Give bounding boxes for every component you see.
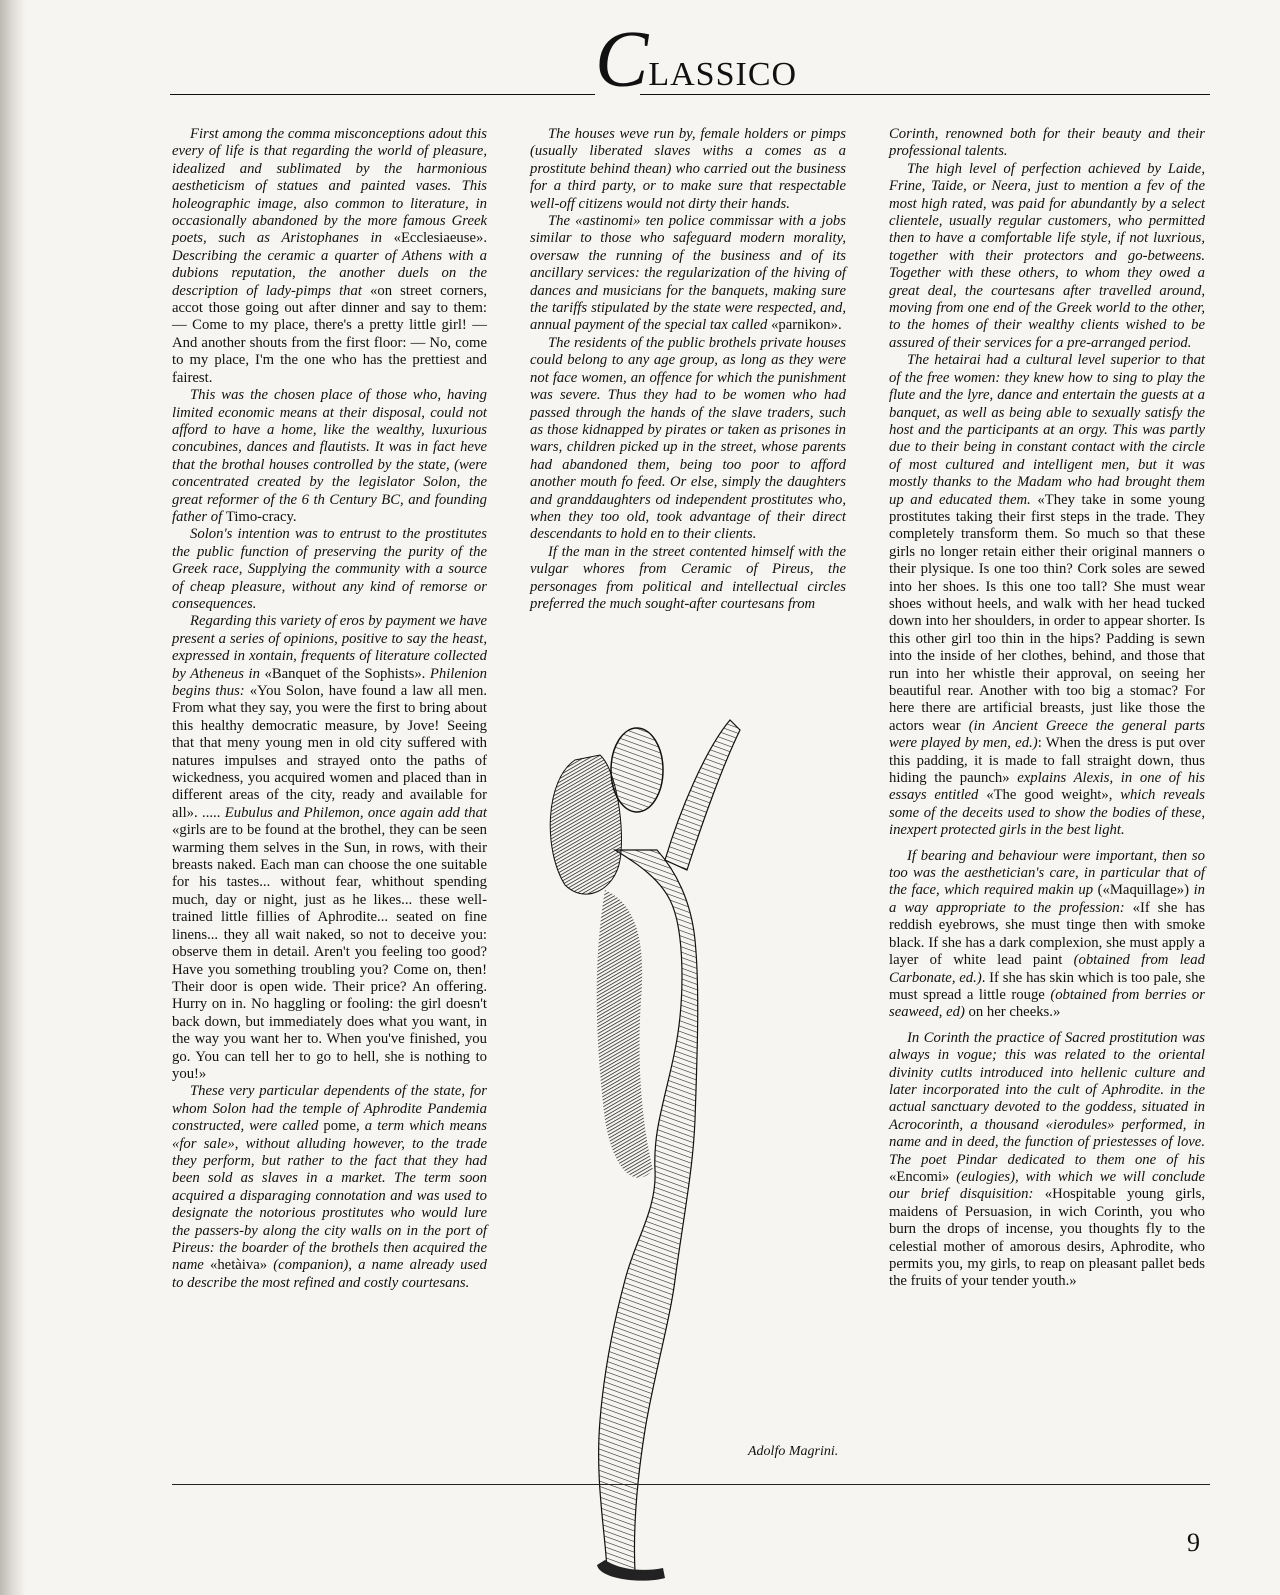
text-span: «parnikon». (771, 317, 842, 334)
footer-rule (172, 1484, 1210, 1485)
illustration-credit: Adolfo Magrini. (748, 1444, 839, 1459)
paragraph: The houses weve run by, female holders or pimps (usually liberated slaves withs a comes as a prostitute behind thean) who carried out the business for a third party, or to make sure that respectable well-off citizens would not dirty their hands. (530, 126, 846, 212)
text-span: . If she has skin which is too pale, she must spread a little rouge (889, 969, 1205, 1003)
paragraph: The high level of perfection achieved by Laide, Frine, Taide, or Neera, just to mention a fev of the most high rated, was paid for abundantly by a select clientele, usually regular customers, who permitted then to have a comfortable life style, if not luxrious, together with their protectors and go-betweens. Together with these others, to whom they owed a great deal, the courtesans after travelled around, moving from one end of the Greek world to the other, to the homes of their wealthy clients wished to be assured of their services for a pre-arranged period. (889, 160, 1205, 351)
text-span: These very particular dependents of the state, for whom Solon had the temple of Aphrodite Pandemia constructed, were called (172, 1083, 487, 1135)
text-span: Eubulus and Philemon, once again add that (224, 804, 487, 821)
text-span: pome, (323, 1118, 365, 1135)
text-span: («Maquillage») (1097, 882, 1194, 899)
figure-hair (550, 755, 621, 894)
title-initial: C (595, 16, 649, 104)
text-span: First among the comma misconceptions adout this every of life is that regarding the world of pleasure, idealized and sublimated by the harmonious aestheticism of statues and painted vases. This holeographic image, also common to literature, in occasionally abandoned by the more famous Greek poets, such as Aristophanes in (172, 126, 487, 247)
text-span: Describing the ceramic a quarter of Athens with a dubions reputation, the another duels on the description of lady-pimps that (172, 247, 487, 299)
text-span: (in Ancient Greece the general parts were played by men, ed.) (889, 717, 1205, 752)
text-span: «Encomi» (889, 1168, 957, 1185)
text-span: In Corinth the practice of Sacred prostitution was always in vogue; this was related to the oriental divinity cutlts introduced into hellenic culture and later incorporated into the cult of Aphrodite. in the actual sanctuary devoted to the goddess, situated in Acrocorinth, a thousand «ierodules» performed, in name and in deed, the function of priestesses of love. The poet Pindar dedicated to them one of his (889, 1029, 1205, 1168)
text-span: in a way appropriate to the profession: (889, 882, 1205, 916)
paragraph: If the man in the street contented himself with the vulgar whores from Ceramic of Pireus, the personages from political and intellectual circles preferred the much sought-after courtesans from (530, 543, 846, 612)
text-span: «Ecclesiaeuse». (393, 230, 487, 247)
text-span: Philenion begins thus: (172, 665, 487, 699)
text-span: «on street corners, accot those going out after dinner and say to them: — Come to my place, there's a pretty little girl! — And another shouts from the first floor: — No, come to my place, I'm the one who has the prettiest and fairest. (172, 282, 487, 386)
text-span: «They take in some young prostitutes taking their first steps in the trade. They completely transform them. So much so that these girls no longer retain either their original manners o their plysique. Is one too thin? Cork soles are sewed into her shoes. Is this one too tall? She must wear shoes without heels, and walk with her head tucked down into her shoulders, in order to appear shorter. Is this other girl too thin in the hips? Padding is sewn into the inside of her clothes, behind, and those that run into her whistle their approval, on seeing her beautiful rear. Another with too big a stomac? For here there are artificial breasts, just like those the actors wear (889, 491, 1205, 734)
paragraph (530, 213, 846, 335)
paragraph: Solon's intention was to entrust to the prostitutes the public function of preserving the purity of the Greek race, Supplying the community with a source of cheap pleasure, without any kind of remorse or consequences. (172, 526, 487, 612)
text-span: Regarding this variety of eros by payment we have present a series of opinions, positive to say the heast, expressed in xontain, frequents of literature collected by Atheneus in (172, 613, 487, 682)
header-rule-left (170, 94, 595, 95)
text-span: «You Solon, have found a law all men. From what they say, you were the first to bring about this healthy democratic measure, by Jove! Seeing that that meny young men in old city suffered with natures impulses and strayed onto the paths of wickedness, you acquired women and placed than in different areas of the city, ready and available for all». ..... (172, 683, 487, 821)
paragraph (172, 613, 487, 1083)
paragraph (172, 387, 487, 526)
paragraph (172, 126, 487, 387)
paragraph: Corinth, renowned both for their beauty and their professional talents. (889, 126, 1205, 160)
text-span: (obtained from berries or seaweed, ed) (889, 986, 1205, 1021)
text-span: a term which means «for sale», without alluding however, to the trade they perform, but rather to the fact that they had been sold as slaves in a market. The term soon acquired a disparaging connotation and was used to designate the notorious prostitutes who would lure the passers-by along the city walls on in the port of Pireus: the boarder of the brothels then acquired the name (172, 1118, 487, 1274)
text-span: «Hospitable young girls, maidens of Persuasion, in wich Corinth, you who burn the drops of incense, you thoughts fly to the celestial mother of amorous desirs, Aphrodite, who permits you, my girls, to reap on pleasant pallet beds the fruits of your tender youth.» (889, 1186, 1205, 1290)
paragraph (889, 352, 1205, 839)
section-title (595, 16, 798, 104)
text-span: «girls are to be found at the brothel, they can be seen warming them selves in the Sun, in rows, with their breasts naked. Each man can choose the one suitable for his tastes... without fear, whithout spending much, day or night, just as he likes... these well-trained little fillies of Aphrodite... seated on fine linens... they all wait naked, so not to deceive you: observe them in detail. Aren't you feeling too good? Have you something troubling you? Come on, then! Their door is open wide. Their price? An offering. Hurry on in. No haggling or fooling: the girl doesn't back down, but immediately does what you want, in the way you want her to. When you've finished, you go. You can tell her to go to hell, she is nothing to you!» (172, 822, 487, 1082)
text-span: «Banquet of the Sophists». (264, 665, 430, 682)
text-span: «The good weight», (986, 787, 1121, 804)
text-span: : When the dress is put over this padding, it is made to fall straight down, thus hiding the paunch» (889, 735, 1205, 787)
paragraph: The residents of the public brothels private houses could belong to any age group, as long as they were not face women, an offence for which the punishment was severe. Thus they had to be women who had passed through the hands of the slave traders, such as those kidnapped by pirates or taken as prisones in wars, children picked up in the street, whose parents had abandoned them, being too poor to afford another mouth fo feed. Or else, simply the daughters and granddaughters od independent prostitutes who, when they too old, took advantage of their direct descendants to hold en to their clients. (530, 334, 846, 543)
title-rest: LASSICO (648, 56, 798, 93)
text-span: (obtained from lead Carbonate, ed.) (889, 952, 1205, 986)
paragraph (889, 848, 1205, 1022)
figure-arm (665, 720, 740, 870)
paragraph (172, 1083, 487, 1292)
section-header (170, 16, 1210, 104)
text-span: «If she has reddish eyebrows, she must tinge then with smoke black. If she has a dark complexion, she must apply a layer of white lead paint (889, 899, 1205, 969)
page-number: 9 (1187, 1528, 1200, 1557)
column-3 (889, 126, 1205, 1291)
paragraph (889, 1030, 1205, 1291)
text-span: If bearing and behaviour were important, then so too was the aesthetician's care, in particular that of the face, which required makin up (889, 847, 1205, 899)
column-1 (172, 126, 487, 1292)
mirror-icon (611, 728, 663, 812)
column-2 (530, 126, 846, 613)
page-binding-shadow (0, 0, 26, 1595)
header-rule-right (640, 94, 1210, 95)
text-span: «hetàiva» (209, 1257, 274, 1274)
text-span: on her cheeks.» (964, 1004, 1061, 1021)
text-span: The hetairai had a cultural level superior to that of the free women: they knew how to sing to play the flute and the lyre, dance and entertain the guests at a banquet, as well as being able to sexually satisfy the host and the participants at an orgy. This was partly due to their being in constant contact with the circle of most cultured and intelligent men, but it was mostly thanks to the Madam who had brought them up and educated them. (889, 352, 1205, 508)
text-span: (companion), a name already used to describe the most refined and costly courtesans. (172, 1257, 488, 1291)
text-span: This was the chosen place of those who, having limited economic means at their disposal, could not afford to have a home, like the wealthy, luxurious concubines, dances and flautists. It was in fact heve that the brothal houses controlled by the state, (were concentrated created by the legislator Solon, the great reformer of the 6 th Century BC, and founding father of (172, 387, 487, 525)
text-span: (eulogies), with which we will conclude our brief disquisition: (889, 1168, 1206, 1203)
text-span: which reveals some of the deceits used to show the bodies of these, inexpert protected girls in the best light. (889, 787, 1206, 839)
text-span: The «astinomi» ten police commissar with a jobs similar to those who safeguard modern morality, oversaw the running of the business and of its ancillary services: the regularization of the hiving of dances and musicians for the banquets, making sure the tariffs stipulated by the state were respected, and, annual payment of the special tax called (530, 213, 846, 334)
figure-back-shadow (597, 890, 653, 1178)
text-span: Timo-cracy. (225, 508, 297, 525)
text-span: explains Alexis, in one of his essays entitled (889, 770, 1205, 804)
figure-illustration (545, 700, 745, 1590)
